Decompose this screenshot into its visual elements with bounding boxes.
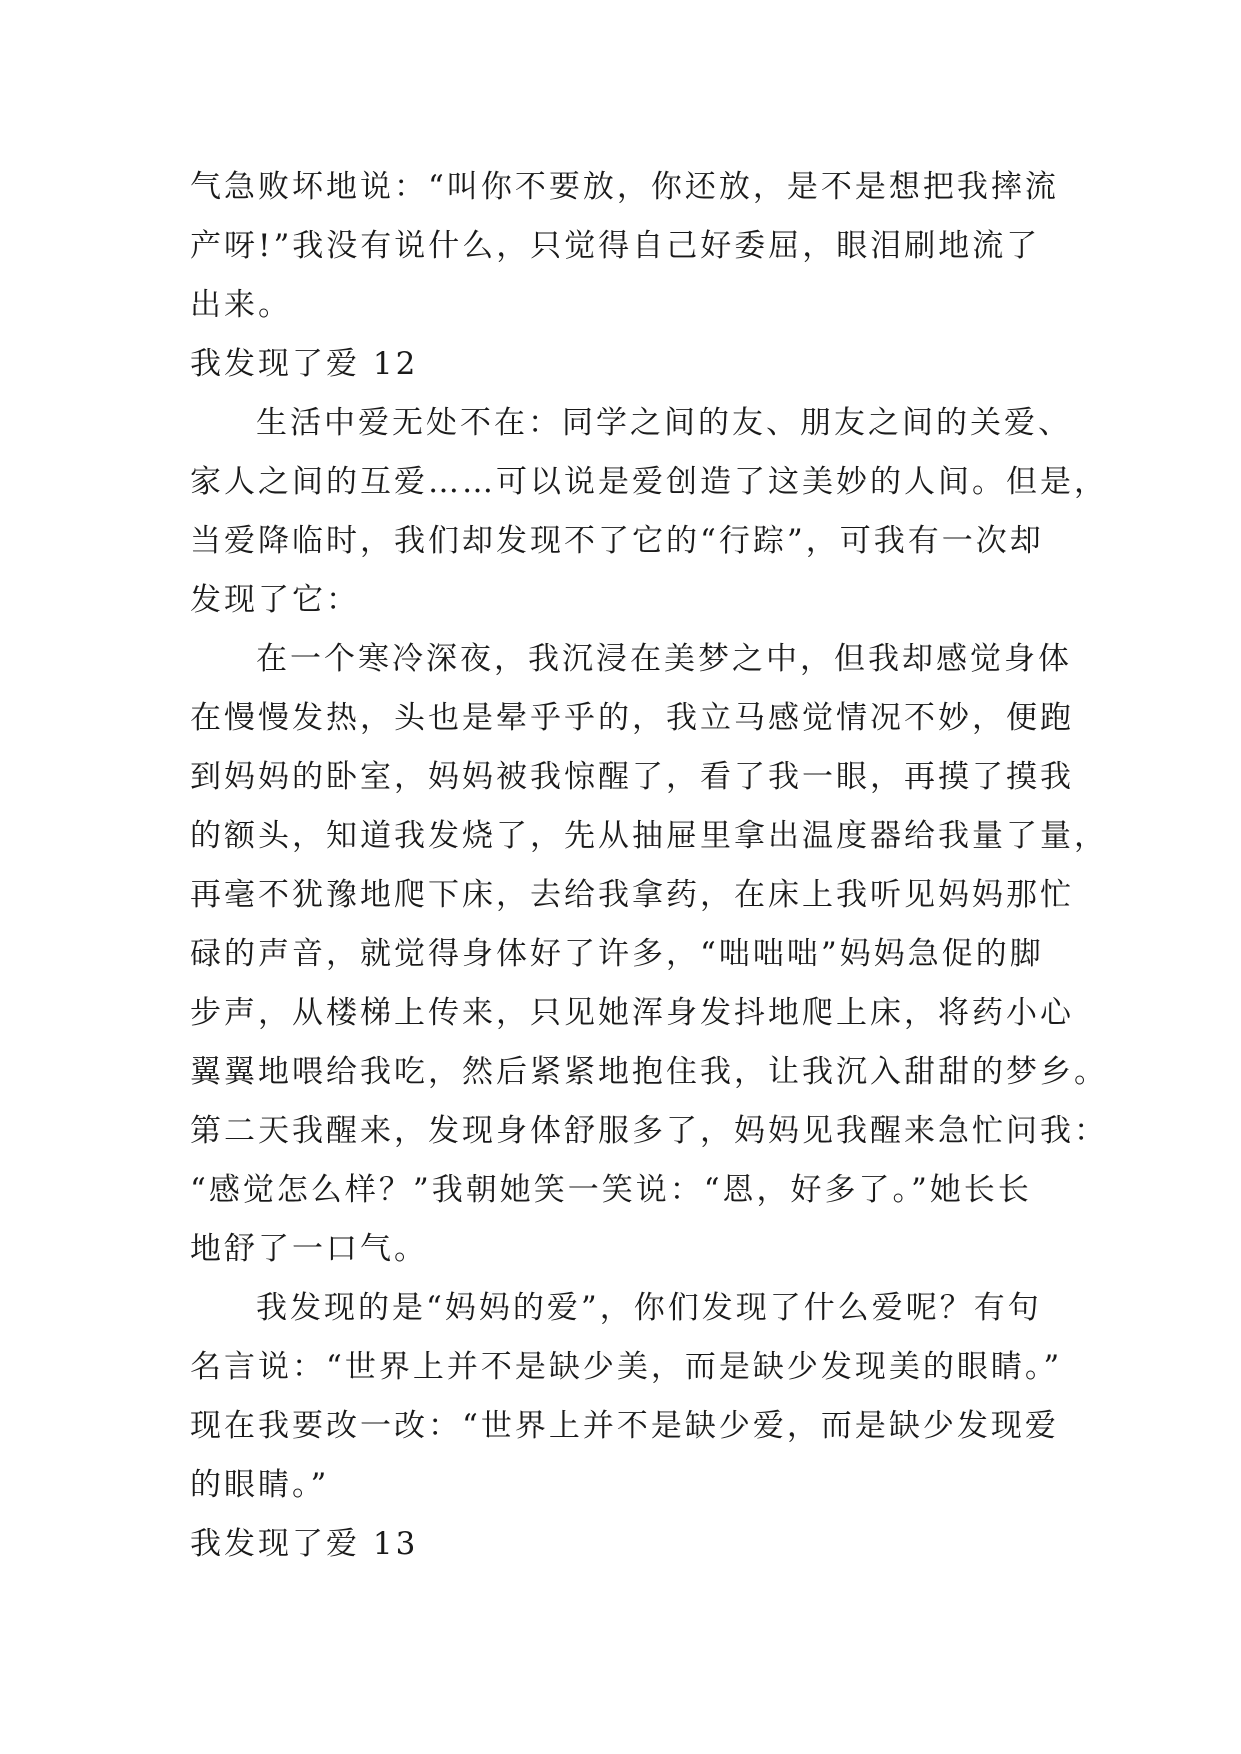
paragraph-line: 发现了它：	[190, 582, 360, 618]
paragraph-line: 的额头，知道我发烧了，先从抽屉里拿出温度器给我量了量，	[190, 818, 1108, 854]
paragraph-line: 再毫不犹豫地爬下床，去给我拿药，在床上我听见妈妈那忙	[190, 877, 1074, 913]
body-text	[190, 158, 1108, 1574]
paragraph-line: 到妈妈的卧室，妈妈被我惊醒了，看了我一眼，再摸了摸我	[190, 759, 1074, 795]
section-heading: 我发现了爱 12	[190, 346, 419, 382]
paragraph-line: 产呀!”我没有说什么，只觉得自己好委屈，眼泪刷地流了	[190, 228, 1041, 264]
section-heading: 我发现了爱 13	[190, 1526, 419, 1562]
paragraph-line: 第二天我醒来，发现身体舒服多了，妈妈见我醒来急忙问我：	[190, 1113, 1108, 1149]
paragraph-line: 家人之间的互爱……可以说是爱创造了这美妙的人间。但是，	[190, 464, 1108, 500]
paragraph-line: “感觉怎么样？”我朝她笑一笑说：“恩，好多了。”她长长	[190, 1172, 1032, 1208]
paragraph-line: 出来。	[190, 287, 292, 323]
paragraph-line: 现在我要改一改：“世界上并不是缺少爱，而是缺少发现爱	[190, 1408, 1059, 1444]
paragraph-line: 在慢慢发热，头也是晕乎乎的，我立马感觉情况不妙，便跑	[190, 700, 1074, 736]
paragraph-line: 碌的声音，就觉得身体好了许多，“咄咄咄”妈妈急促的脚	[190, 936, 1044, 972]
paragraph-line: 我发现的是“妈妈的爱”，你们发现了什么爱呢？有句	[256, 1290, 1042, 1326]
paragraph-line: 翼翼地喂给我吃，然后紧紧地抱住我，让我沉入甜甜的梦乡。	[190, 1054, 1108, 1090]
paragraph-line: 当爱降临时，我们却发现不了它的“行踪”，可我有一次却	[190, 523, 1044, 559]
paragraph-line: 在一个寒冷深夜，我沉浸在美梦之中，但我却感觉身体	[256, 641, 1072, 677]
paragraph-line: 地舒了一口气。	[190, 1231, 428, 1267]
paragraph-line: 名言说：“世界上并不是缺少美，而是缺少发现美的眼睛。”	[190, 1349, 1063, 1385]
paragraph-line: 生活中爱无处不在：同学之间的友、朋友之间的关爱、	[256, 405, 1072, 441]
paragraph-line: 步声，从楼梯上传来，只见她浑身发抖地爬上床，将药小心	[190, 995, 1074, 1031]
paragraph-line: 气急败坏地说：“叫你不要放，你还放，是不是想把我摔流	[190, 169, 1059, 205]
paragraph-line: 的眼睛。”	[190, 1467, 330, 1503]
